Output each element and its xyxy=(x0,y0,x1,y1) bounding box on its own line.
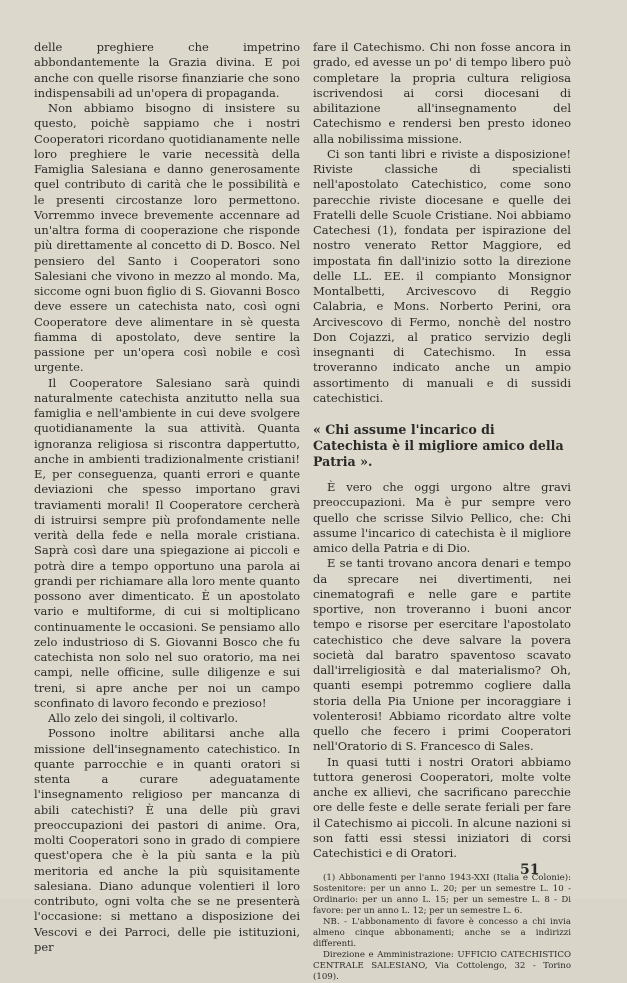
right-paragraph-1: fare il Catechismo. Chi non fosse ancora in grado, ed avesse un po' di tempo libero può completare la propria cultura religiosa iscrivendosi ai corsi diocesani di abilitazione all'insegnamento del Catechismo e rendersi ben presto idoneo alla nobilissima missione. xyxy=(313,40,571,146)
left-paragraph-2: Non abbiamo bisogno di insistere su questo, poichè sappiamo che i nostri Cooperatori ricordano quotidianamente nelle loro preghiere le varie necessità della Famiglia Salesiana e danno generosamente quel contributo di carità che le possibilità e le presenti circostanze loro permettono. Vorremmo invece brevemente accennare ad un'altra forma di cooperazione che risponde più direttamente al concetto di D. Bosco. Nel pensiero del Santo i Cooperatori sono Salesiani che vivono in mezzo al mondo. Ma, siccome ogni buon figlio di S. Giovanni Bosco deve essere un catechista nato, così ogni Cooperatore deve alimentare in sè questa fiamma di apostolato, deve sentire la passione per un'opera così nobile e così urgente. xyxy=(34,101,300,375)
left-paragraph-3: Il Cooperatore Salesiano sarà quindi naturalmente catechista anzitutto nella sua famiglia e nell'ambiente in cui deve svolgere quotidianamente la sua attività. Quanta ignoranza religiosa si riscontra dappertutto, anche in ambienti tradizionalmente cristiani! E, per conseguenza, quanti errori e quante deviazioni che spesso importano gravi traviamenti morali! Il Cooperatore cercherà di istruirsi sempre più profondamente nelle verità della fede e nella morale cristiana. Saprà così dare una spiegazione ai piccoli e potrà dire a tempo opportuno una parola ai grandi per richiamare alla loro mente quanto possono aver dimenticato. È un apostolato vario e multiforme, di cui si moltiplicano continuamente le occasioni. Se pensiamo allo zelo industrioso di S. Giovanni Bosco che fu catechista non solo nel suo oratorio, ma nei campi, nelle officine, sulle diligenze e sui treni, si apre anche per noi un campo sconfinato di lavoro fecondo e prezioso! xyxy=(34,375,300,710)
right-paragraph-4: E se tanti trovano ancora denari e tempo da sprecare nei divertimenti, nei cinematografi e nelle gare e partite sportive, non troveranno i buoni ancor tempo e risorse per esercitare l'apostolato catechistico che deve salvare la povera società dal baratro spaventoso scavato dall'irreligiosità e dal materialismo? Oh, quanti esempi potremmo cogliere dalla storia della Pia Unione per incoraggiare i volenterosi! Abbiamo ricordato altre volte quello che fecero i primi Cooperatori nell'Oratorio di S. Francesco di Sales. xyxy=(313,556,571,754)
right-paragraph-5: In quasi tutti i nostri Oratori abbiamo tuttora generosi Cooperatori, molte volte anche ex allievi, che sacrificano parecchie ore delle feste e delle serate feriali per fare il Catechismo ai piccoli. In alcune nazioni si son fatti essi stessi iniziatori di corsi Catechistici e di Oratori. xyxy=(313,754,571,860)
right-column xyxy=(313,40,571,983)
section-heading: « Chi assume l'incarico di Catechista è il migliore amico della Patria ». xyxy=(313,422,564,469)
left-paragraph-5: Possono inoltre abilitarsi anche alla missione dell'insegnamento catechistico. In quante parrocchie e in quanti oratori si stenta a curare adeguatamente l'insegnamento religioso per mancanza di abili catechisti? È una delle più gravi preoccupazioni dei pastori di anime. Ora, molti Cooperatori sono in grado di compiere quest'opera che è la più santa e la più meritoria ed anche la più squisitamente salesiana. Diano adunque volentieri il loro contributo, ogni volta che se ne presenterà l'occasione: si mettano a disposizione dei Vescovi e dei Parroci, delle pie istituzioni, per xyxy=(34,726,300,954)
footnote-address: Direzione e Amministrazione: UFFICIO CATECHISTICO CENTRALE SALESIANO, Via Cottolengo, 32 - Torino (109). xyxy=(313,950,571,983)
left-column xyxy=(34,40,300,955)
right-paragraph-3: È vero che oggi urgono altre gravi preoccupazioni. Ma è pur sempre vero quello che scrisse Silvio Pellico, che: Chi assume l'incarico di catechista è il migliore amico della Patria e di Dio. xyxy=(313,480,571,555)
right-paragraph-2: Ci son tanti libri e riviste a disposizione! Riviste classiche di specialisti nell'apostolato Catechistico, come sono parecchie riviste diocesane e quelle dei Fratelli delle Scuole Cristiane. Noi abbiamo Catechesi (1), fondata per ispirazione del nostro venerato Rettor Maggiore, ed impostata fin dall'inizio sotto la direzione delle LL. EE. il compianto Monsignor Montalbetti, Arcivescovo di Reggio Calabria, e Mons. Norberto Perini, ora Arcivescovo di Fermo, nonchè del nostro Don Cojazzi, al pratico servizio degli insegnanti di Catechismo. In essa troveranno indicato anche un ampio assortimento di manuali e di sussidi catechistici. xyxy=(313,146,571,405)
footnote-subscriptions: (1) Abbonamenti per l'anno 1943-XXI (Italia e Colonie): Sostenitore: per un anno L. 20; per un semestre L. 10 - Ordinario: per un anno L. 15; per un semestre L. 8 - Di favore: per un anno L. 12; per un semestre L. 6. xyxy=(313,873,571,917)
left-paragraph-4: Allo zelo dei singoli, il coltivarlo. xyxy=(48,711,239,725)
left-paragraph-1: delle preghiere che impetrino abbondantemente la Grazia divina. E poi anche con quelle risorse finanziarie che sono indispensabili ad un'opera di propaganda. xyxy=(34,40,300,100)
page-number: 51 xyxy=(520,862,540,878)
footnotes xyxy=(313,873,571,983)
footnote-nb: NB. - L'abbonamento di favore è concesso a chi invia almeno cinque abbonamenti; anche se a indirizzi differenti. xyxy=(313,917,571,950)
